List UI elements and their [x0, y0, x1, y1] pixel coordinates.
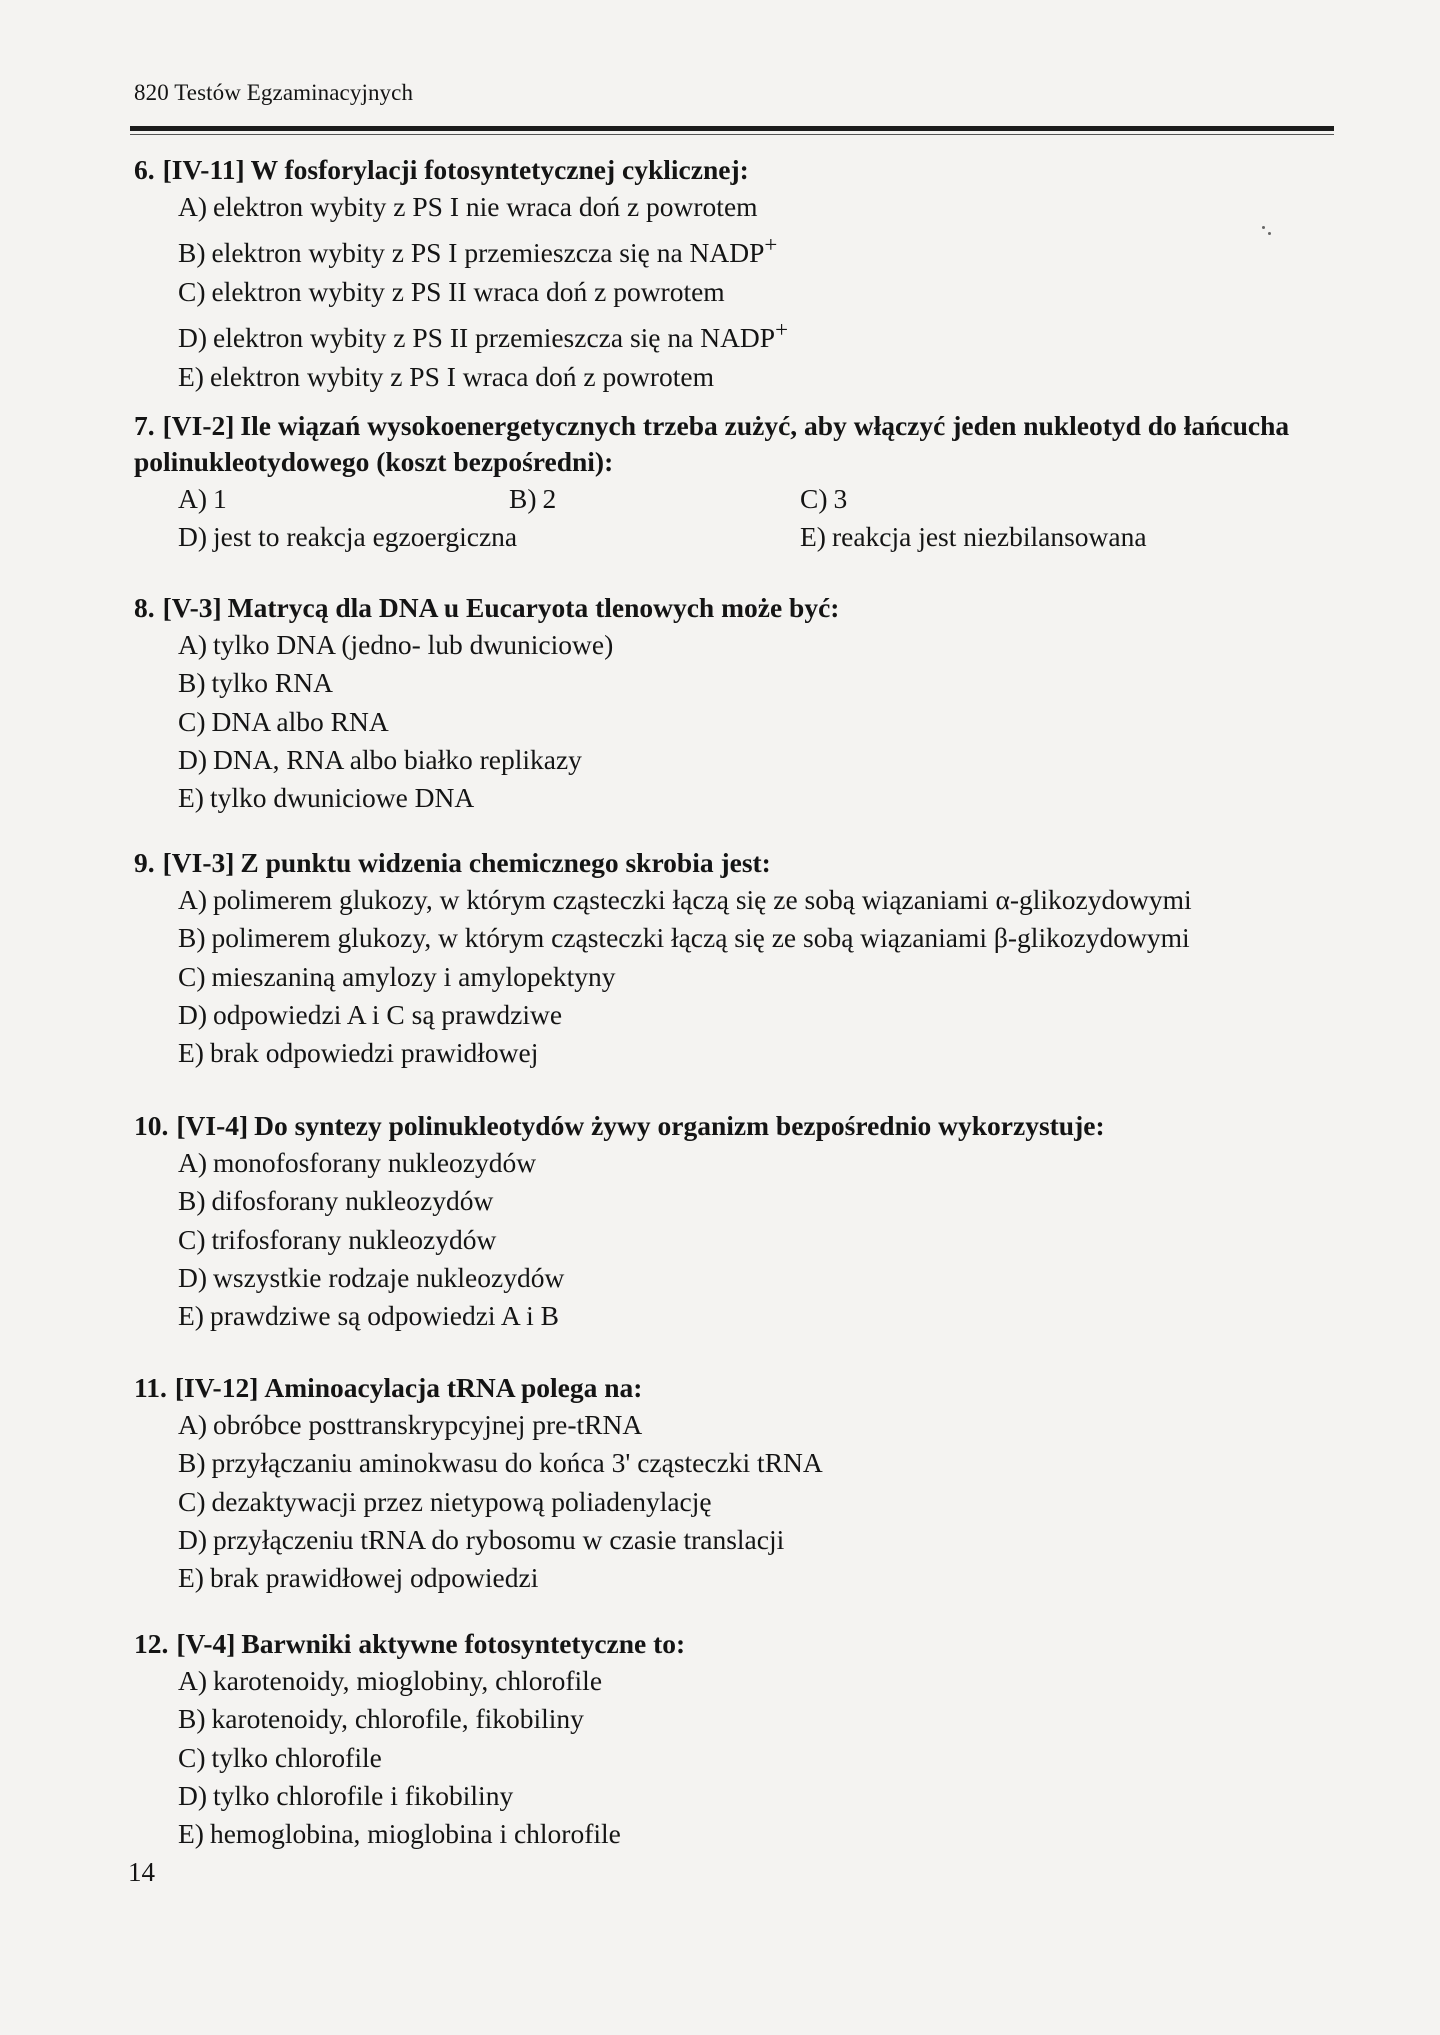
- answer-option-b: B) karotenoidy, chlorofile, fikobiliny: [178, 1703, 584, 1735]
- answer-option-b: B) difosforany nukleozydów: [178, 1185, 494, 1217]
- answer-options: [178, 1144, 1334, 1335]
- answer-option-c: C) 3: [800, 483, 848, 514]
- question-text: Aminoacylacja tRNA polega na:: [264, 1372, 643, 1403]
- answer-option-a: A) karotenoidy, mioglobiny, chlorofile: [178, 1665, 603, 1696]
- answer-option-e: E) elektron wybity z PS I wraca doń z powrotem: [178, 360, 715, 392]
- question-number: 11.: [134, 1372, 167, 1403]
- question-8: [134, 590, 1334, 817]
- question-title: [134, 1626, 1334, 1662]
- question-number: 8.: [134, 592, 155, 623]
- question-title: [134, 408, 1334, 480]
- answer-option-c: C) dezaktywacji przez nietypową poliadenylację: [178, 1485, 712, 1517]
- question-code: [VI-4]: [176, 1110, 249, 1141]
- answer-option-c: C) DNA albo RNA: [178, 705, 389, 737]
- answer-option-c: C) elektron wybity z PS II wraca doń z powrotem: [178, 275, 725, 307]
- question-10: [134, 1108, 1334, 1335]
- question-number: 7.: [134, 410, 155, 441]
- question-code: [IV-12]: [174, 1372, 259, 1403]
- question-text: Matrycą dla DNA u Eucaryota tlenowych może być:: [227, 592, 840, 623]
- answer-option-b: B) przyłączaniu aminokwasu do końca 3' cząsteczki tRNA: [178, 1447, 823, 1479]
- answer-option-e: E) tylko dwuniciowe DNA: [178, 782, 475, 814]
- question-code: [IV-11]: [162, 154, 245, 185]
- answer-option-e: E) reakcja jest niezbilansowana: [800, 521, 1147, 552]
- answer-option-a: A) 1: [178, 483, 227, 514]
- answer-option-e: E) brak prawidłowej odpowiedzi: [178, 1562, 539, 1594]
- superscript-plus: +: [764, 232, 778, 258]
- answer-option-a: A) obróbce posttranskrypcyjnej pre-tRNA: [178, 1409, 643, 1440]
- answer-option-d: D) wszystkie rodzaje nukleozydów: [178, 1261, 565, 1293]
- answer-option-c: C) trifosforany nukleozydów: [178, 1223, 497, 1255]
- question-number: 9.: [134, 847, 155, 878]
- answer-option-d: D) przyłączeniu tRNA do rybosomu w czasie translacji: [178, 1523, 785, 1555]
- question-code: [V-4]: [176, 1628, 236, 1659]
- answer-option-a: A) polimerem glukozy, w którym cząsteczki łączą się ze sobą wiązaniami α-glikozydowymi: [178, 884, 1192, 915]
- answer-option-b: B) tylko RNA: [178, 667, 333, 699]
- answer-options: [178, 626, 1334, 817]
- question-code: [VI-2]: [162, 410, 235, 441]
- question-number: 12.: [134, 1628, 169, 1659]
- answer-options: [178, 881, 1334, 1072]
- question-text: Z punktu widzenia chemicznego skrobia jest:: [240, 847, 771, 878]
- question-number: 10.: [134, 1110, 169, 1141]
- answer-option-b: B) polimerem glukozy, w którym cząsteczki łączą się ze sobą wiązaniami β-glikozydowymi: [178, 922, 1190, 954]
- question-9: [134, 845, 1334, 1072]
- answer-option-b: B) 2: [509, 483, 557, 514]
- answer-option-a: A) monofosforany nukleozydów: [178, 1147, 537, 1178]
- question-text: Barwniki aktywne fotosyntetyczne to:: [241, 1628, 686, 1659]
- page-number: 14: [128, 1857, 155, 1887]
- question-title: [134, 1370, 1334, 1406]
- answer-option-c: C) mieszaniną amylozy i amylopektyny: [178, 960, 616, 992]
- question-6: [134, 152, 1334, 396]
- header-rule-thin: [130, 134, 1334, 135]
- answer-option-a: A) elektron wybity z PS I nie wraca doń z powrotem: [178, 191, 758, 222]
- answer-option-d: D) elektron wybity z PS II przemieszcza się na NADP+: [178, 317, 789, 354]
- question-title: [134, 1108, 1334, 1144]
- answer-option-d: D) odpowiedzi A i C są prawdziwe: [178, 998, 563, 1030]
- question-11: [134, 1370, 1334, 1597]
- answer-option-a: A) tylko DNA (jedno- lub dwuniciowe): [178, 629, 614, 660]
- answer-option-b: B) elektron wybity z PS I przemieszcza się na NADP+: [178, 232, 778, 269]
- question-text: Ile wiązań wysokoenergetycznych trzeba zużyć, aby włączyć jeden nukleotyd do łańcucha polinukleotydowego (koszt bezpośredni):: [134, 410, 1290, 477]
- answer-options: [178, 1406, 1334, 1597]
- question-text: W fosforylacji fotosyntetycznej cyklicznej:: [250, 154, 749, 185]
- question-title: [134, 590, 1334, 626]
- question-7: [134, 408, 1334, 557]
- running-title: 820 Testów Egzaminacyjnych: [134, 80, 414, 105]
- answer-option-d: D) jest to reakcja egzoergiczna: [178, 521, 518, 552]
- answer-option-d: D) tylko chlorofile i fikobiliny: [178, 1779, 514, 1811]
- question-title: [134, 152, 1334, 188]
- answer-option-e: E) prawdziwe są odpowiedzi A i B: [178, 1300, 559, 1332]
- answer-option-c: C) tylko chlorofile: [178, 1741, 382, 1773]
- question-code: [V-3]: [162, 592, 222, 623]
- answer-options: [178, 1662, 1334, 1853]
- answer-option-d: D) DNA, RNA albo białko replikazy: [178, 743, 582, 775]
- question-text: Do syntezy polinukleotydów żywy organizm bezpośrednio wykorzystuje:: [254, 1110, 1105, 1141]
- question-code: [VI-3]: [162, 847, 235, 878]
- header-rule: [130, 126, 1334, 131]
- superscript-plus: +: [775, 317, 789, 343]
- answer-option-e: E) brak odpowiedzi prawidłowej: [178, 1037, 539, 1069]
- answer-option-e: E) hemoglobina, mioglobina i chlorofile: [178, 1818, 621, 1850]
- question-number: 6.: [134, 154, 155, 185]
- answer-options: [178, 480, 1334, 557]
- answer-options: [178, 188, 1334, 396]
- question-title: [134, 845, 1334, 881]
- question-12: [134, 1626, 1334, 1853]
